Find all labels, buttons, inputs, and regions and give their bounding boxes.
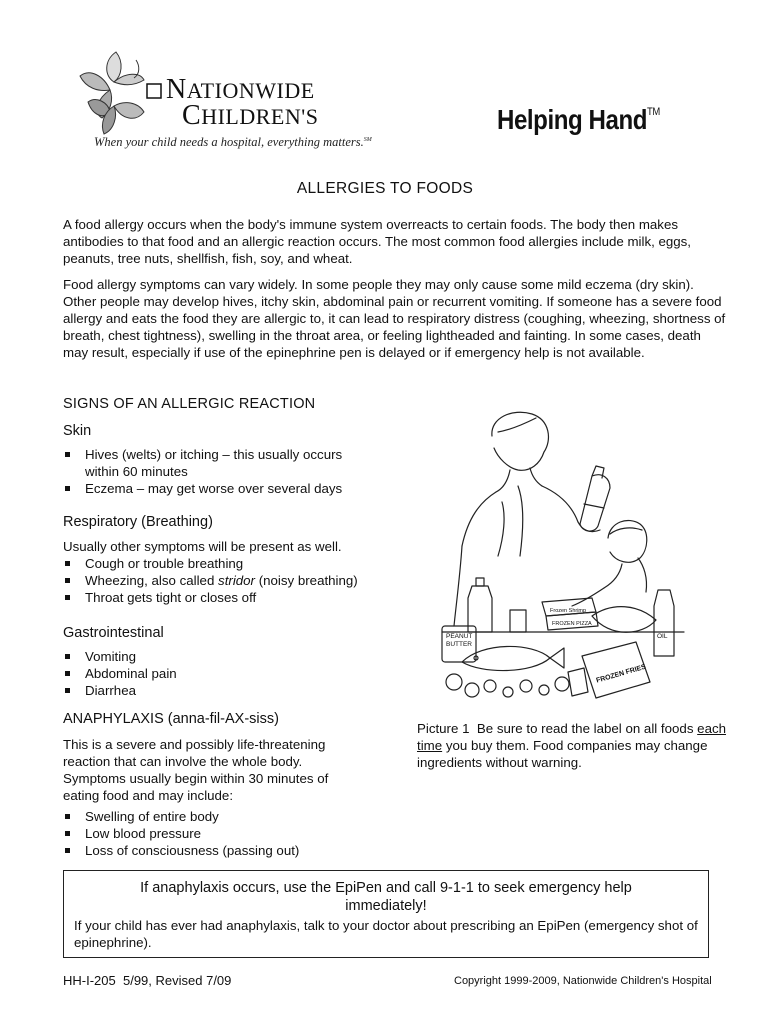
- page-title: ALLERGIES TO FOODS: [296, 180, 474, 197]
- intro-paragraph-2: Food allergy symptoms can vary widely. In some people they may only cause some mild eczema (dry skin). Other people may develop hives, itchy skin, abdominal pain or recurrent vomiting. If someone has a severe food allergy and eats the food they are allergic to, it can lead to respiratory distress (coughing, wheezing, shortness of breath, chest tightness), swelling in the throat area, or feeling lightheaded and fainting. In some cases, death may result, especially if use of the epinephrine pen is delayed or if emergency help is not available.: [63, 277, 726, 360]
- anaphylaxis-text: This is a severe and possibly life-threatening reaction that can involve the whole body. Symptoms usually begin within 30 minutes of eating food and may include:: [63, 737, 329, 803]
- peanut-label: PEANUT: [446, 633, 473, 640]
- respiratory-heading: Respiratory (Breathing): [63, 514, 213, 530]
- list-item: Eczema – may get worse over several days: [63, 480, 363, 497]
- list-item: Vomiting: [63, 648, 363, 665]
- anaphylaxis-list: [63, 808, 363, 859]
- frozen-pizza-label: FROZEN PIZZA: [552, 621, 592, 627]
- logo-name-line1: NATIONWIDE: [166, 74, 315, 105]
- frozen-fries-label: FROZEN FRIES: [595, 663, 647, 685]
- parent-child-food-illustration: [432, 406, 694, 706]
- callout-heading: If anaphylaxis occurs, use the EpiPen and call 9-1-1 to seek emergency help immediately!: [140, 880, 632, 914]
- list-item: Wheezing, also called stridor (noisy breathing): [63, 572, 403, 589]
- list-item: Cough or trouble breathing: [63, 555, 403, 572]
- list-item: Loss of consciousness (passing out): [63, 842, 363, 859]
- respiratory-intro: Usually other symptoms will be present as well.: [63, 539, 342, 554]
- list-item: Abdominal pain: [63, 665, 363, 682]
- logo-tagline: When your child needs a hospital, everything matters.℠: [94, 135, 372, 149]
- document-code: HH-I-205 5/99, Revised 7/09: [63, 973, 232, 988]
- list-item: Throat gets tight or closes off: [63, 589, 403, 606]
- brand-title: Helping Hand™: [497, 104, 660, 135]
- picture-caption: Picture 1 Be sure to read the label on all foods each time you buy them. Food companies may change ingredients without warning.: [417, 721, 727, 770]
- oil-label: OIL: [657, 633, 668, 640]
- picture-label: Picture 1: [417, 721, 470, 736]
- respiratory-list: [63, 555, 403, 606]
- square-mark-icon: [146, 83, 162, 99]
- skin-heading: Skin: [63, 423, 92, 439]
- callout-text: If your child has ever had anaphylaxis, talk to your doctor about prescribing an EpiPen (emergency shot of epinephrine).: [74, 918, 698, 950]
- anaphylaxis-heading: ANAPHYLAXIS (anna-fil-AX-siss): [63, 711, 279, 727]
- skin-list: [63, 446, 363, 497]
- logo-name-line2: CHILDREN'S: [182, 100, 319, 131]
- frozen-shrimp-label: Frozen Shrimp: [550, 608, 587, 614]
- emergency-callout-box: [63, 870, 709, 958]
- list-item: Low blood pressure: [63, 825, 363, 842]
- copyright-text: Copyright 1999-2009, Nationwide Children's Hospital: [454, 975, 712, 987]
- gastro-heading: Gastrointestinal: [63, 625, 164, 641]
- list-item: Diarrhea: [63, 682, 363, 699]
- butter-label: BUTTER: [446, 641, 472, 648]
- list-item: Hives (welts) or itching – this usually occurs within 60 minutes: [63, 446, 363, 480]
- intro-paragraph-1: A food allergy occurs when the body's immune system overreacts to certain foods. The body then makes antibodies to that food and an allergic reaction occurs. The most common food allergies include milk, eggs, peanuts, tree nuts, shellfish, fish, soy, and wheat.: [63, 217, 692, 266]
- gastro-list: [63, 648, 363, 699]
- list-item: Swelling of entire body: [63, 808, 363, 825]
- signs-heading: SIGNS OF AN ALLERGIC REACTION: [63, 396, 316, 412]
